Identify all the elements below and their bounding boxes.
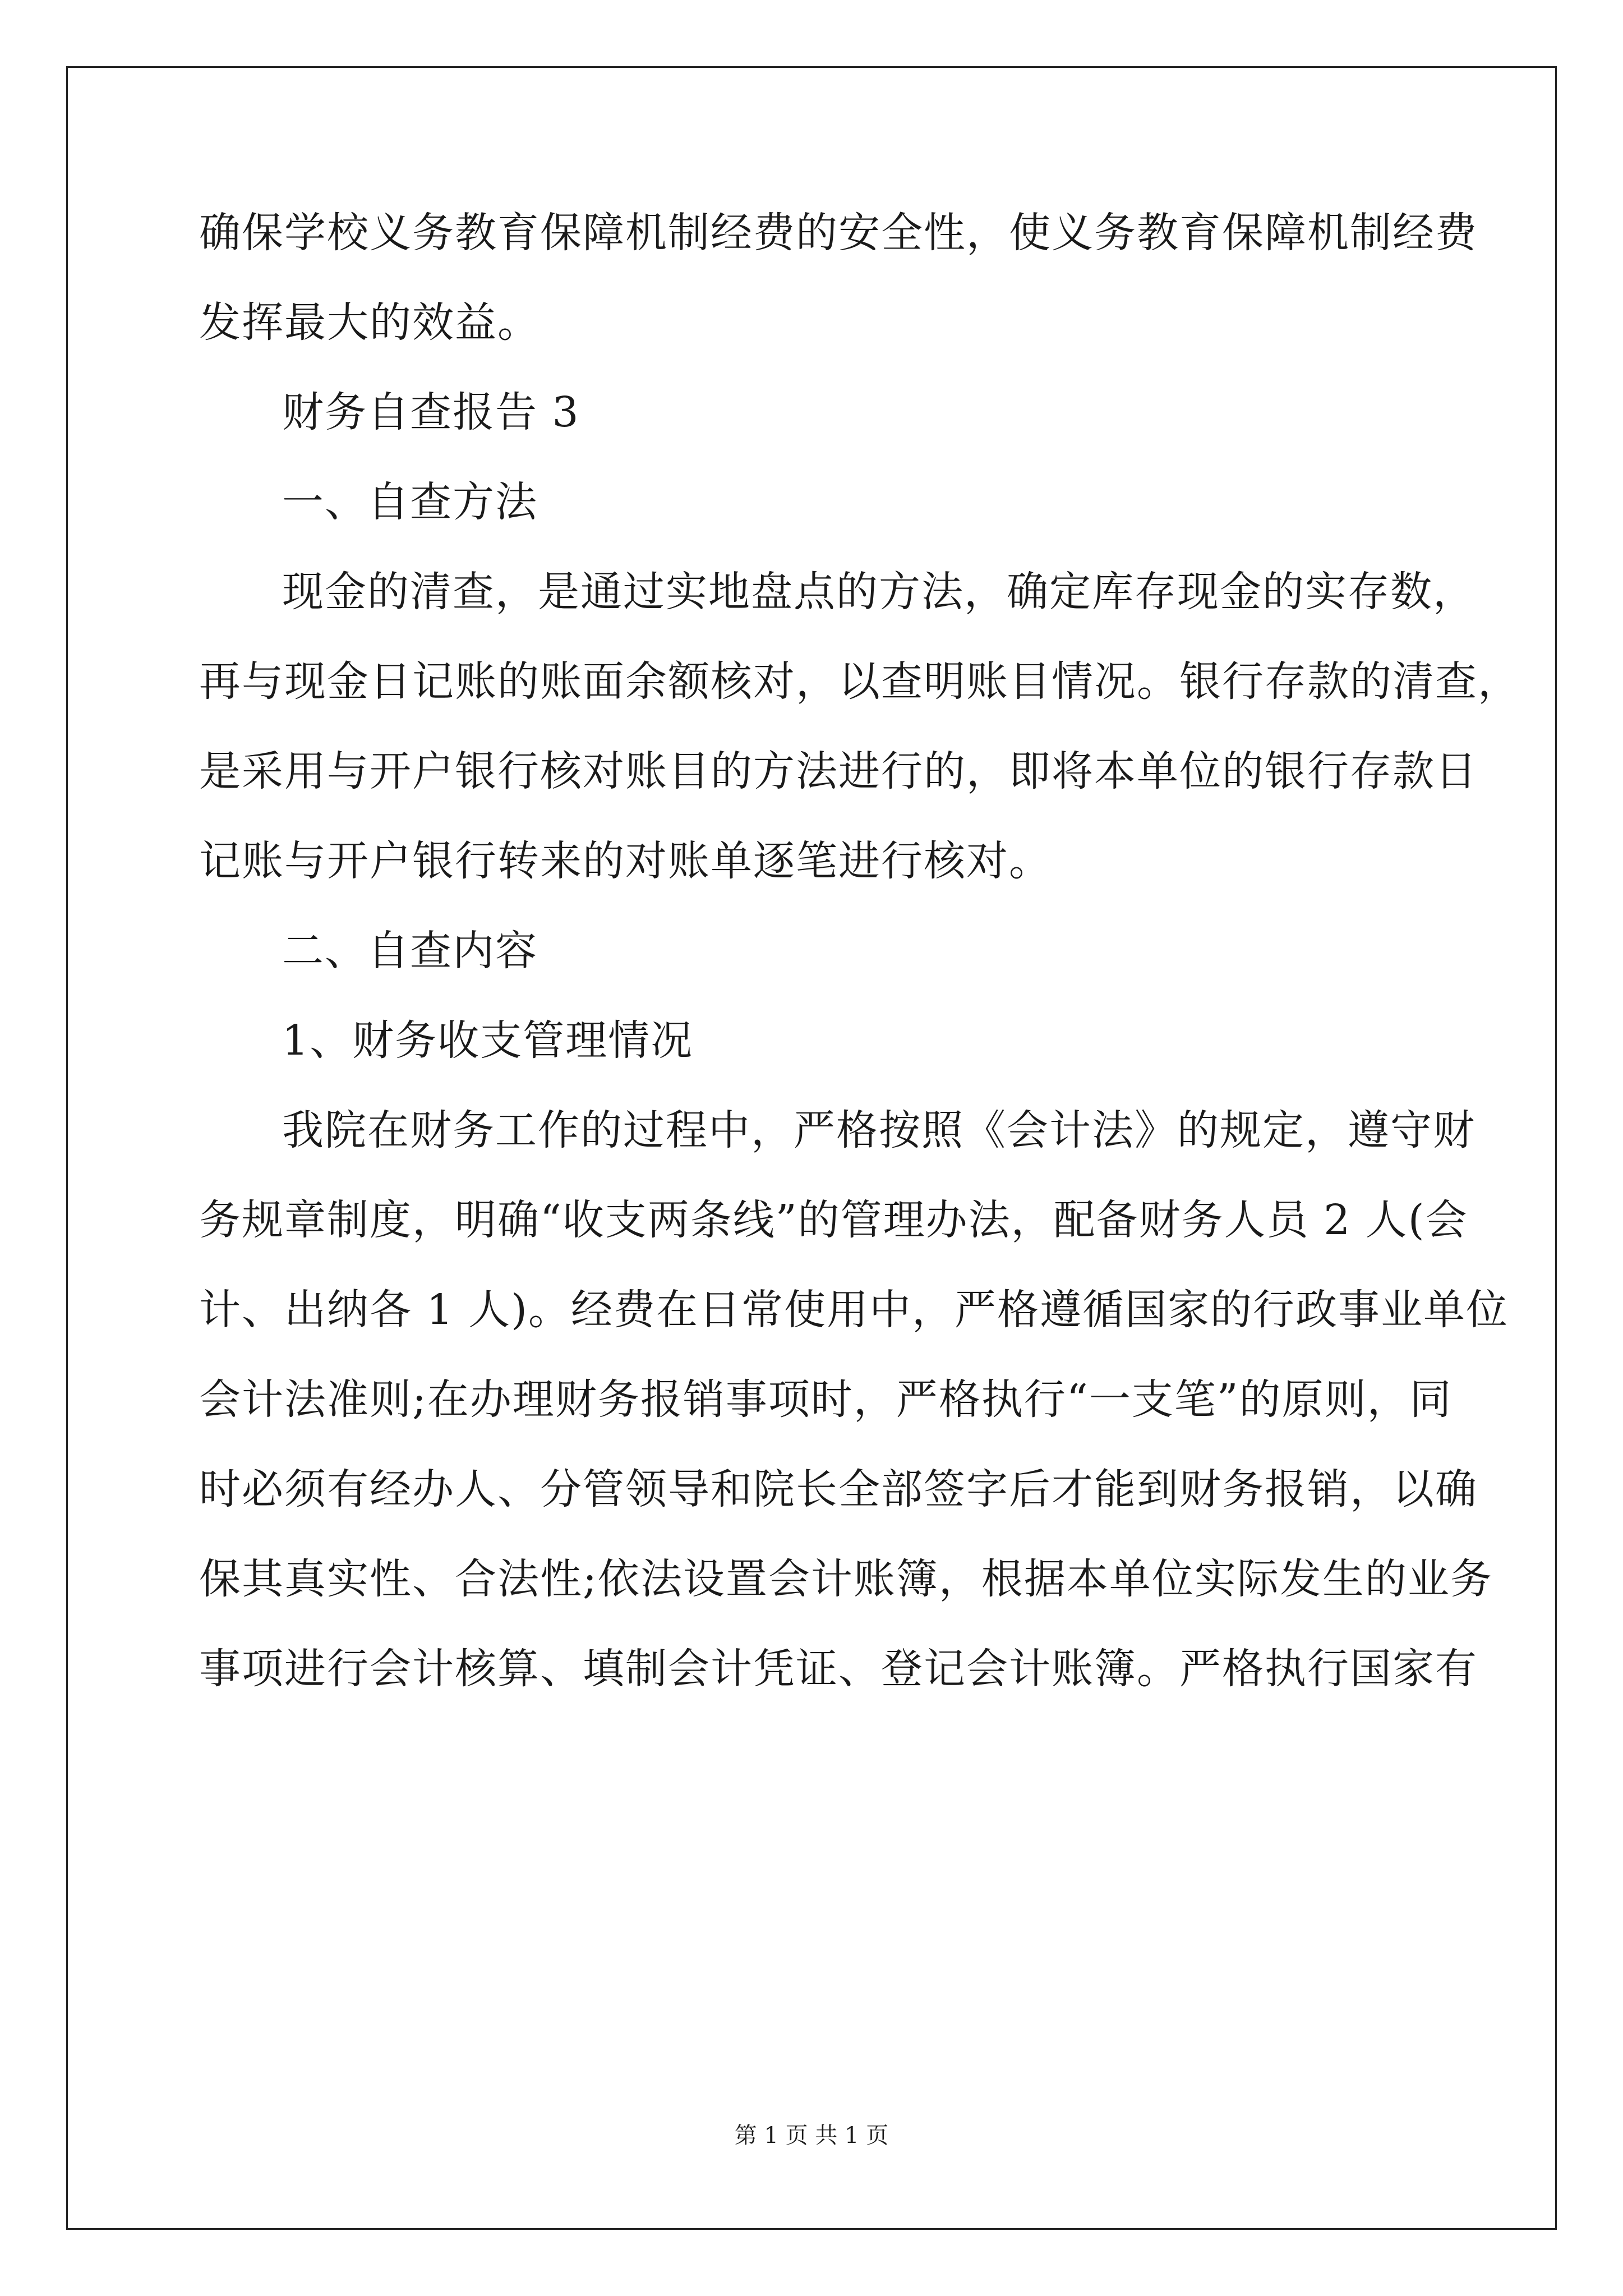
text-line: 确保学校义务教育保障机制经费的安全性，使义务教育保障机制经费: [199, 209, 1478, 257]
text-line: 现金的清查，是通过实地盘点的方法，确定库存现金的实存数，: [282, 568, 1476, 616]
subsection-heading: 1、财务收支管理情况: [282, 1016, 694, 1065]
text-line: 时必须有经办人、分管领导和院长全部签字后才能到财务报销，以确: [199, 1465, 1478, 1513]
text-line: 再与现金日记账的账面余额核对，以查明账目情况。银行存款的清查，: [199, 657, 1520, 706]
text-line: 保其真实性、合法性;依法设置会计账簿，根据本单位实际发生的业务: [199, 1555, 1493, 1603]
text-line: 记账与开户银行转来的对账单逐笔进行核对。: [199, 837, 1052, 885]
section-title: 财务自查报告 3: [282, 388, 580, 436]
text-line: 发挥最大的效益。: [199, 298, 540, 347]
text-line: 我院在财务工作的过程中，严格按照《会计法》的规定，遵守财: [282, 1106, 1476, 1154]
section-heading: 二、自查内容: [282, 927, 538, 975]
section-heading: 一、自查方法: [282, 478, 538, 526]
text-line: 是采用与开户银行核对账目的方法进行的，即将本单位的银行存款日: [199, 747, 1478, 795]
text-line: 务规章制度，明确“收支两条线”的管理办法，配备财务人员 2 人(会: [199, 1196, 1468, 1244]
text-line: 事项进行会计核算、填制会计凭证、登记会计账簿。严格执行国家有: [199, 1645, 1478, 1693]
text-line: 计、出纳各 1 人)。经费在日常使用中，严格遵循国家的行政事业单位: [199, 1286, 1509, 1334]
page-number-footer: 第 1 页 共 1 页: [734, 2123, 889, 2148]
text-line: 会计法准则;在办理财务报销事项时，严格执行“一支笔”的原则，同: [199, 1375, 1453, 1424]
